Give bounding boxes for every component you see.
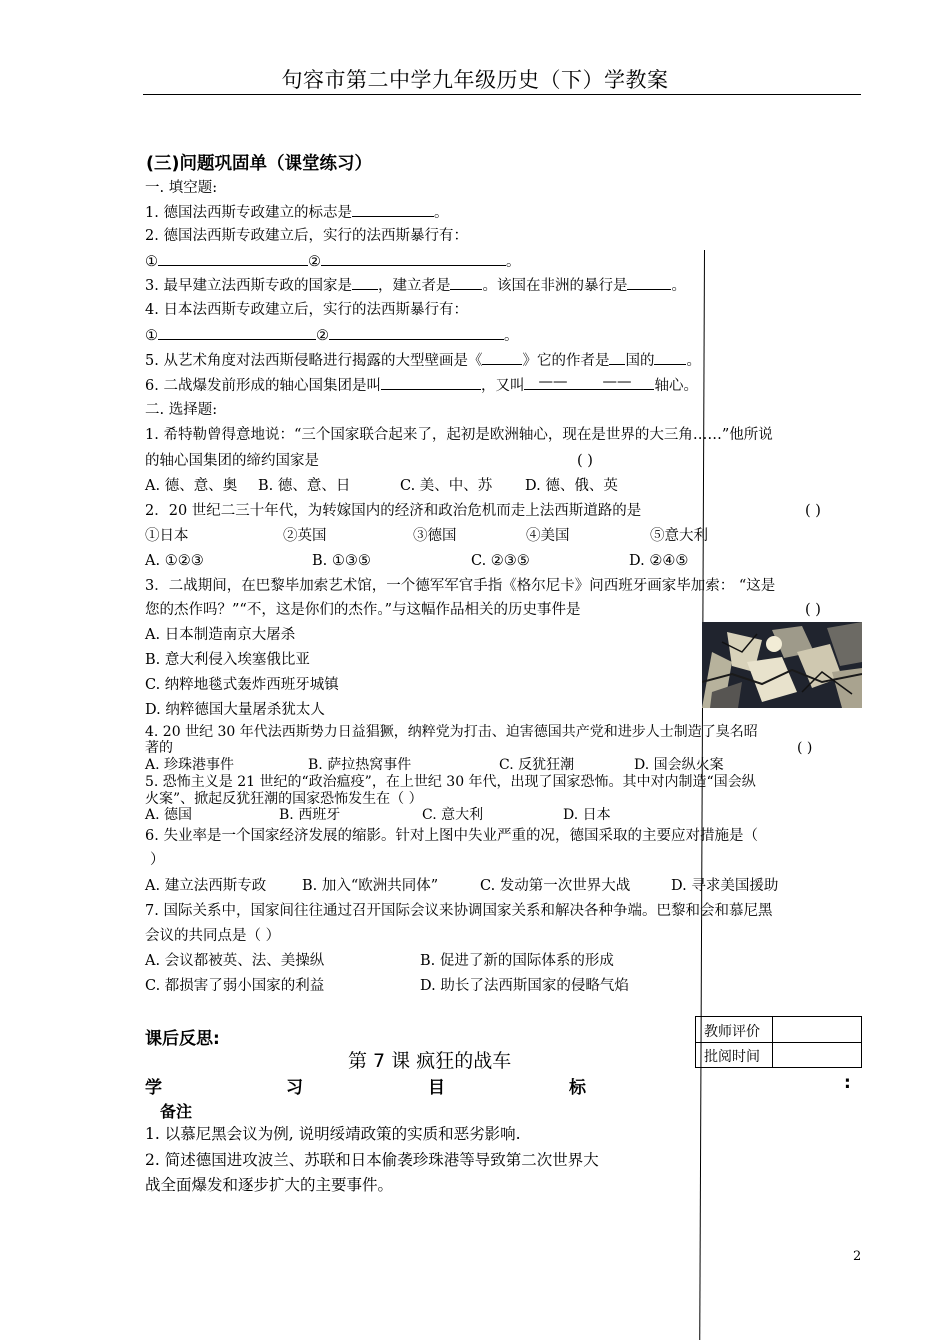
choice-2-line-1: 2．20 世纪二三十年代，为转嫁国内的经济和政治危机而走上法西斯道路的是 — [145, 503, 642, 519]
choice-6-option-c: C. 发动第一次世界大战 — [480, 878, 631, 894]
review-time-label: 批阅时间 — [704, 1049, 760, 1065]
q5-end: 。 — [686, 353, 701, 369]
choice-3-option-b: B. 意大利侵入埃塞俄比亚 — [145, 652, 310, 668]
choice-1-option-c: C. 美、中、苏 — [400, 478, 493, 494]
choice-4-option-c: C. 反犹狂潮 — [499, 757, 575, 773]
guernica-painting-image — [702, 622, 862, 708]
q5-blank-1 — [482, 350, 522, 365]
notes-label: 备注 — [160, 1102, 193, 1121]
margin-divider-line — [699, 250, 705, 1340]
q6-dash-1: —— — [538, 374, 568, 390]
goal-1: 1. 以慕尼黑会议为例, 说明绥靖政策的实质和恶劣影响. — [145, 1125, 521, 1143]
q4-marker-1: ① — [145, 328, 158, 344]
q3-blank-1 — [352, 275, 378, 290]
q3-part-b: ，建立者是 — [377, 278, 451, 294]
fill-question-6 — [145, 375, 698, 396]
q2-marker-2: ② — [308, 254, 321, 270]
objectives-char-3: 目 — [428, 1078, 445, 1098]
objectives-char-5: : — [844, 1073, 851, 1093]
choice-6-option-d: D. 寻求美国援助 — [671, 878, 779, 894]
choice-2-option-c: C. ②③⑤ — [471, 553, 530, 569]
q6-dash-2: —— — [602, 374, 632, 390]
q5-blank-3 — [654, 350, 686, 365]
q4-end: 。 — [504, 328, 519, 344]
choice-7-line-2: 会议的共同点是（ ） — [145, 928, 281, 944]
header-rule — [143, 94, 861, 95]
objectives-char-1: 学 — [145, 1078, 162, 1098]
choice-3-option-d: D. 纳粹德国大量屠杀犹太人 — [145, 702, 325, 718]
q3-blank-3 — [627, 275, 671, 290]
choice-1-bracket: ( ) — [577, 453, 593, 469]
choice-1-option-a: A. 德、意、奥 — [145, 478, 238, 494]
choice-5-option-a: A. 德国 — [145, 807, 193, 823]
choice-5-option-c: C. 意大利 — [422, 807, 484, 823]
choice-3-line-2: 您的杰作吗？”“不，这是你们的杰作。”与这幅作品相关的历史事件是 — [145, 602, 581, 618]
choice-6-line-2: ） — [150, 852, 165, 868]
objectives-char-4: 标 — [569, 1078, 586, 1098]
choice-7-line-1: 7. 国际关系中，国家间往往通过召开国际会议来协调国家关系和解决各种争端。巴黎和会和慕尼黑 — [145, 903, 773, 919]
q1-end: 。 — [433, 205, 449, 221]
lesson-title: 第 7 课 疯狂的战车 — [348, 1050, 512, 1072]
q3-part-c: 。该国在非洲的暴行是 — [482, 278, 628, 294]
choice-7-option-d: D. 助长了法西斯国家的侵略气焰 — [420, 978, 629, 994]
choice-5-option-b: B. 西班牙 — [279, 807, 341, 823]
choice-2-option-d: D. ②④⑤ — [629, 553, 689, 569]
q2-blank-2 — [321, 251, 506, 266]
part2-title: 二. 选择题: — [145, 402, 218, 418]
teacher-evaluation-label: 教师评价 — [704, 1024, 760, 1040]
choice-4-option-a: A. 珍珠港事件 — [145, 757, 235, 773]
q5-part-a: 5. 从艺术角度对法西斯侵略进行揭露的大型壁画是《 — [145, 353, 483, 369]
q5-part-c: 国的 — [625, 353, 655, 369]
q3-blank-2 — [450, 275, 482, 290]
q2-end: 。 — [506, 254, 521, 270]
choice-6-option-a: A. 建立法西斯专政 — [145, 878, 267, 894]
choice-6-line-1: 6. 失业率是一个国家经济发展的缩影。针对上图中失业严重的况，德国采取的主要应对措施是（ — [145, 828, 758, 844]
q6-end: 轴心。 — [654, 378, 698, 394]
choice-1-line-2: 的轴心国集团的缔约国家是 — [145, 453, 319, 469]
choice-5-option-d: D. 日本 — [563, 807, 611, 823]
reflection-label: 课后反思: — [145, 1029, 220, 1049]
q1-text: 1. 德国法西斯专政建立的标志是 — [145, 205, 352, 221]
fill-question-4: 4. 日本法西斯专政建立后，实行的法西斯暴行有： — [145, 302, 468, 318]
choice-5-line-1: 5. 恐怖主义是 21 世纪的“政治瘟疫”，在上世纪 30 年代，出现了国家恐怖。其中对内制造“国会纵 — [145, 774, 756, 790]
choice-3-line-1: 3．二战期间，在巴黎毕加索艺术馆，一个德军军官手指《格尔尼卡》问西班牙画家毕加索： “这是 — [145, 578, 776, 594]
choice-4-option-d: D. 国会纵火案 — [634, 757, 724, 773]
choice-7-option-b: B. 促进了新的国际体系的形成 — [420, 953, 614, 969]
choice-3-option-a: A. 日本制造南京大屠杀 — [145, 627, 296, 643]
choice-1-option-d: D. 德、俄、英 — [525, 478, 618, 494]
choice-3-bracket: ( ) — [805, 602, 821, 618]
choice-1-line-1: 1. 希特勒曾得意地说：“三个国家联合起来了，起初是欧洲轴心，现在是世界的大三角……”他所说 — [145, 427, 773, 443]
page-number: 2 — [853, 1249, 862, 1264]
choice-4-line-2: 著的 — [145, 740, 173, 756]
choice-5-line-2: 火案”、掀起反犹狂潮的国家恐怖发生在（ ） — [145, 791, 423, 807]
fill-question-5 — [145, 350, 701, 371]
choice-3-option-c: C. 纳粹地毯式轰炸西班牙城镇 — [145, 677, 339, 693]
q5-blank-2 — [609, 350, 625, 365]
q2-blank-1 — [158, 251, 308, 266]
q6-part-a: 6. 二战爆发前形成的轴心国集团是叫 — [145, 378, 381, 394]
fill-question-1 — [145, 202, 448, 223]
q2-blanks-line — [145, 251, 521, 272]
choice-4-line-1: 4. 20 世纪 30 年代法西斯势力日益猖獗，纳粹党为打击、迫害德国共产党和进步人士制造了臭名昭 — [145, 724, 758, 740]
q3-part-a: 3. 最早建立法西斯专政的国家是 — [145, 278, 352, 294]
q4-marker-2: ② — [316, 328, 329, 344]
q1-blank — [352, 202, 434, 217]
choice-1-option-b: B. 德、意、日 — [258, 478, 351, 494]
teacher-evaluation-table — [695, 1016, 862, 1068]
choice-4-bracket: ( ) — [797, 740, 813, 756]
choice-6-option-b: B. 加入“欧洲共同体” — [302, 878, 439, 894]
choice-2-bracket: ( ) — [805, 503, 821, 519]
section-title: (三)问题巩固单（课堂练习） — [146, 154, 372, 174]
part1-title: 一. 填空题: — [145, 180, 218, 196]
choice-2-item-2: ②英国 — [283, 528, 327, 544]
table-row-divider — [696, 1042, 861, 1043]
choice-7-option-a: A. 会议都被英、法、美操纵 — [145, 953, 325, 969]
choice-2-item-1: ①日本 — [145, 528, 189, 544]
choice-2-item-3: ③德国 — [413, 528, 457, 544]
objectives-char-2: 习 — [286, 1078, 303, 1098]
q6-part-b: ，又叫 — [480, 378, 525, 394]
goal-2-line-1: 2. 简述德国进攻波兰、苏联和日本偷袭珍珠港等导致第二次世界大 — [145, 1151, 599, 1169]
q4-blank-1 — [158, 325, 316, 340]
fill-question-3 — [145, 275, 686, 296]
q4-blank-2 — [329, 325, 504, 340]
choice-2-item-5: ⑤意大利 — [650, 528, 708, 544]
choice-2-option-b: B. ①③⑤ — [312, 553, 371, 569]
fill-question-2: 2. 德国法西斯专政建立后，实行的法西斯暴行有： — [145, 228, 468, 244]
choice-2-item-4: ④美国 — [526, 528, 570, 544]
choice-4-option-b: B. 萨拉热窝事件 — [308, 757, 412, 773]
goal-2-line-2: 战全面爆发和逐步扩大的主要事件。 — [145, 1176, 394, 1194]
q6-blank-1 — [381, 375, 481, 390]
q4-blanks-line — [145, 325, 519, 346]
q3-end: 。 — [671, 278, 686, 294]
q6-blank-2 — [524, 375, 654, 390]
q5-part-b: 》它的作者是 — [522, 353, 610, 369]
q2-marker-1: ① — [145, 254, 158, 270]
header-title: 句容市第二中学九年级历史（下）学教案 — [281, 68, 669, 92]
choice-2-option-a: A. ①②③ — [145, 553, 204, 569]
choice-7-option-c: C. 都损害了弱小国家的利益 — [145, 978, 325, 994]
